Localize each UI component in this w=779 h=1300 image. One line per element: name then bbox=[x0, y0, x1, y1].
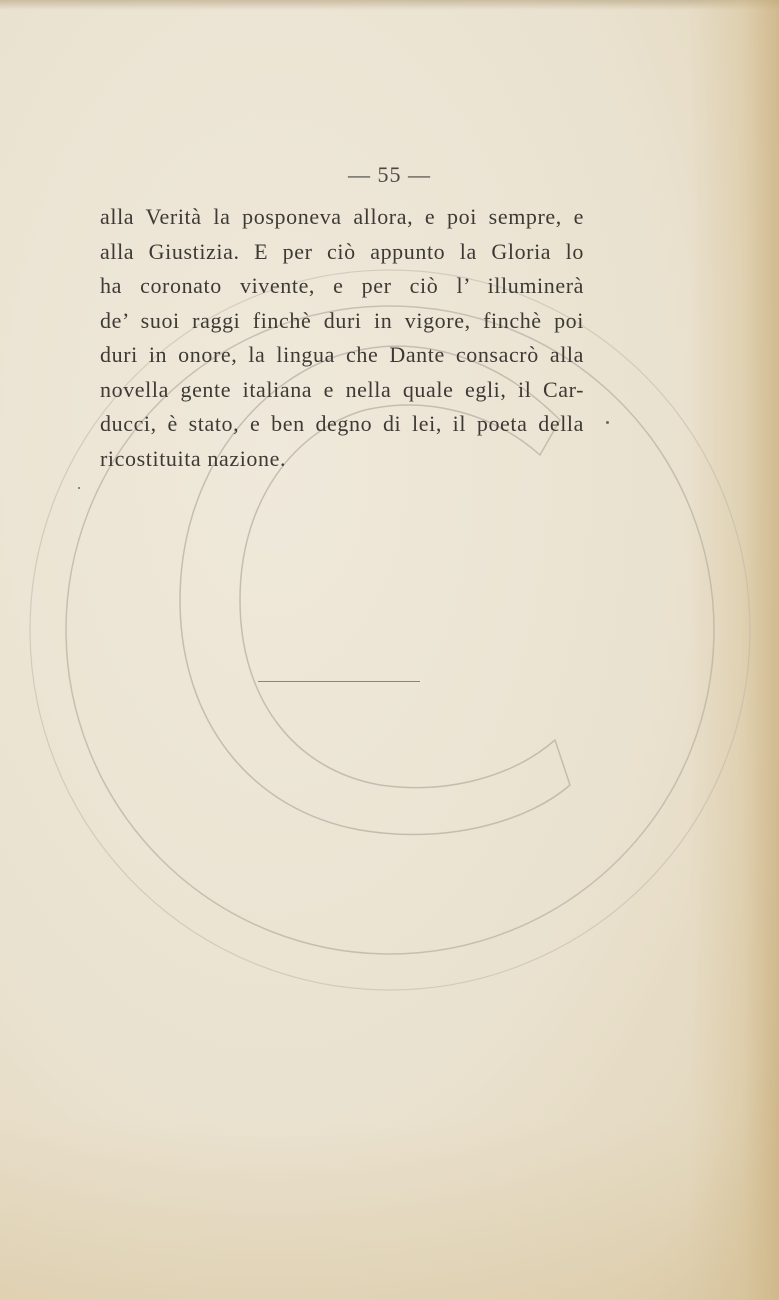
page-bottom-discoloration bbox=[0, 1120, 779, 1300]
page-number: — 55 — bbox=[348, 162, 431, 187]
text-line: ricostituita nazione. bbox=[100, 445, 287, 471]
page-right-discoloration bbox=[689, 0, 779, 1300]
page-top-shadow bbox=[0, 0, 779, 10]
paper-speck bbox=[78, 487, 80, 489]
end-rule bbox=[258, 681, 420, 682]
text-line: novella gente italiana e nella quale egli, il Car- bbox=[100, 376, 584, 402]
text-line: duri in onore, la lingua che Dante consacrò alla bbox=[100, 342, 584, 367]
text-line: alla Verità la posponeva allora, e poi sempre, e bbox=[100, 204, 584, 229]
text-line: alla Giustizia. E per ciò appunto la Gloria lo bbox=[100, 238, 584, 264]
paper-speck bbox=[606, 421, 609, 424]
text-line: ducci, è stato, e ben degno di lei, il poeta della bbox=[100, 411, 584, 436]
text-line: ha coronato vivente, e per ciò l’ illuminerà bbox=[100, 273, 584, 298]
text-line: de’ suoi raggi finchè duri in vigore, finchè poi bbox=[100, 307, 584, 333]
body-paragraph bbox=[100, 200, 584, 476]
